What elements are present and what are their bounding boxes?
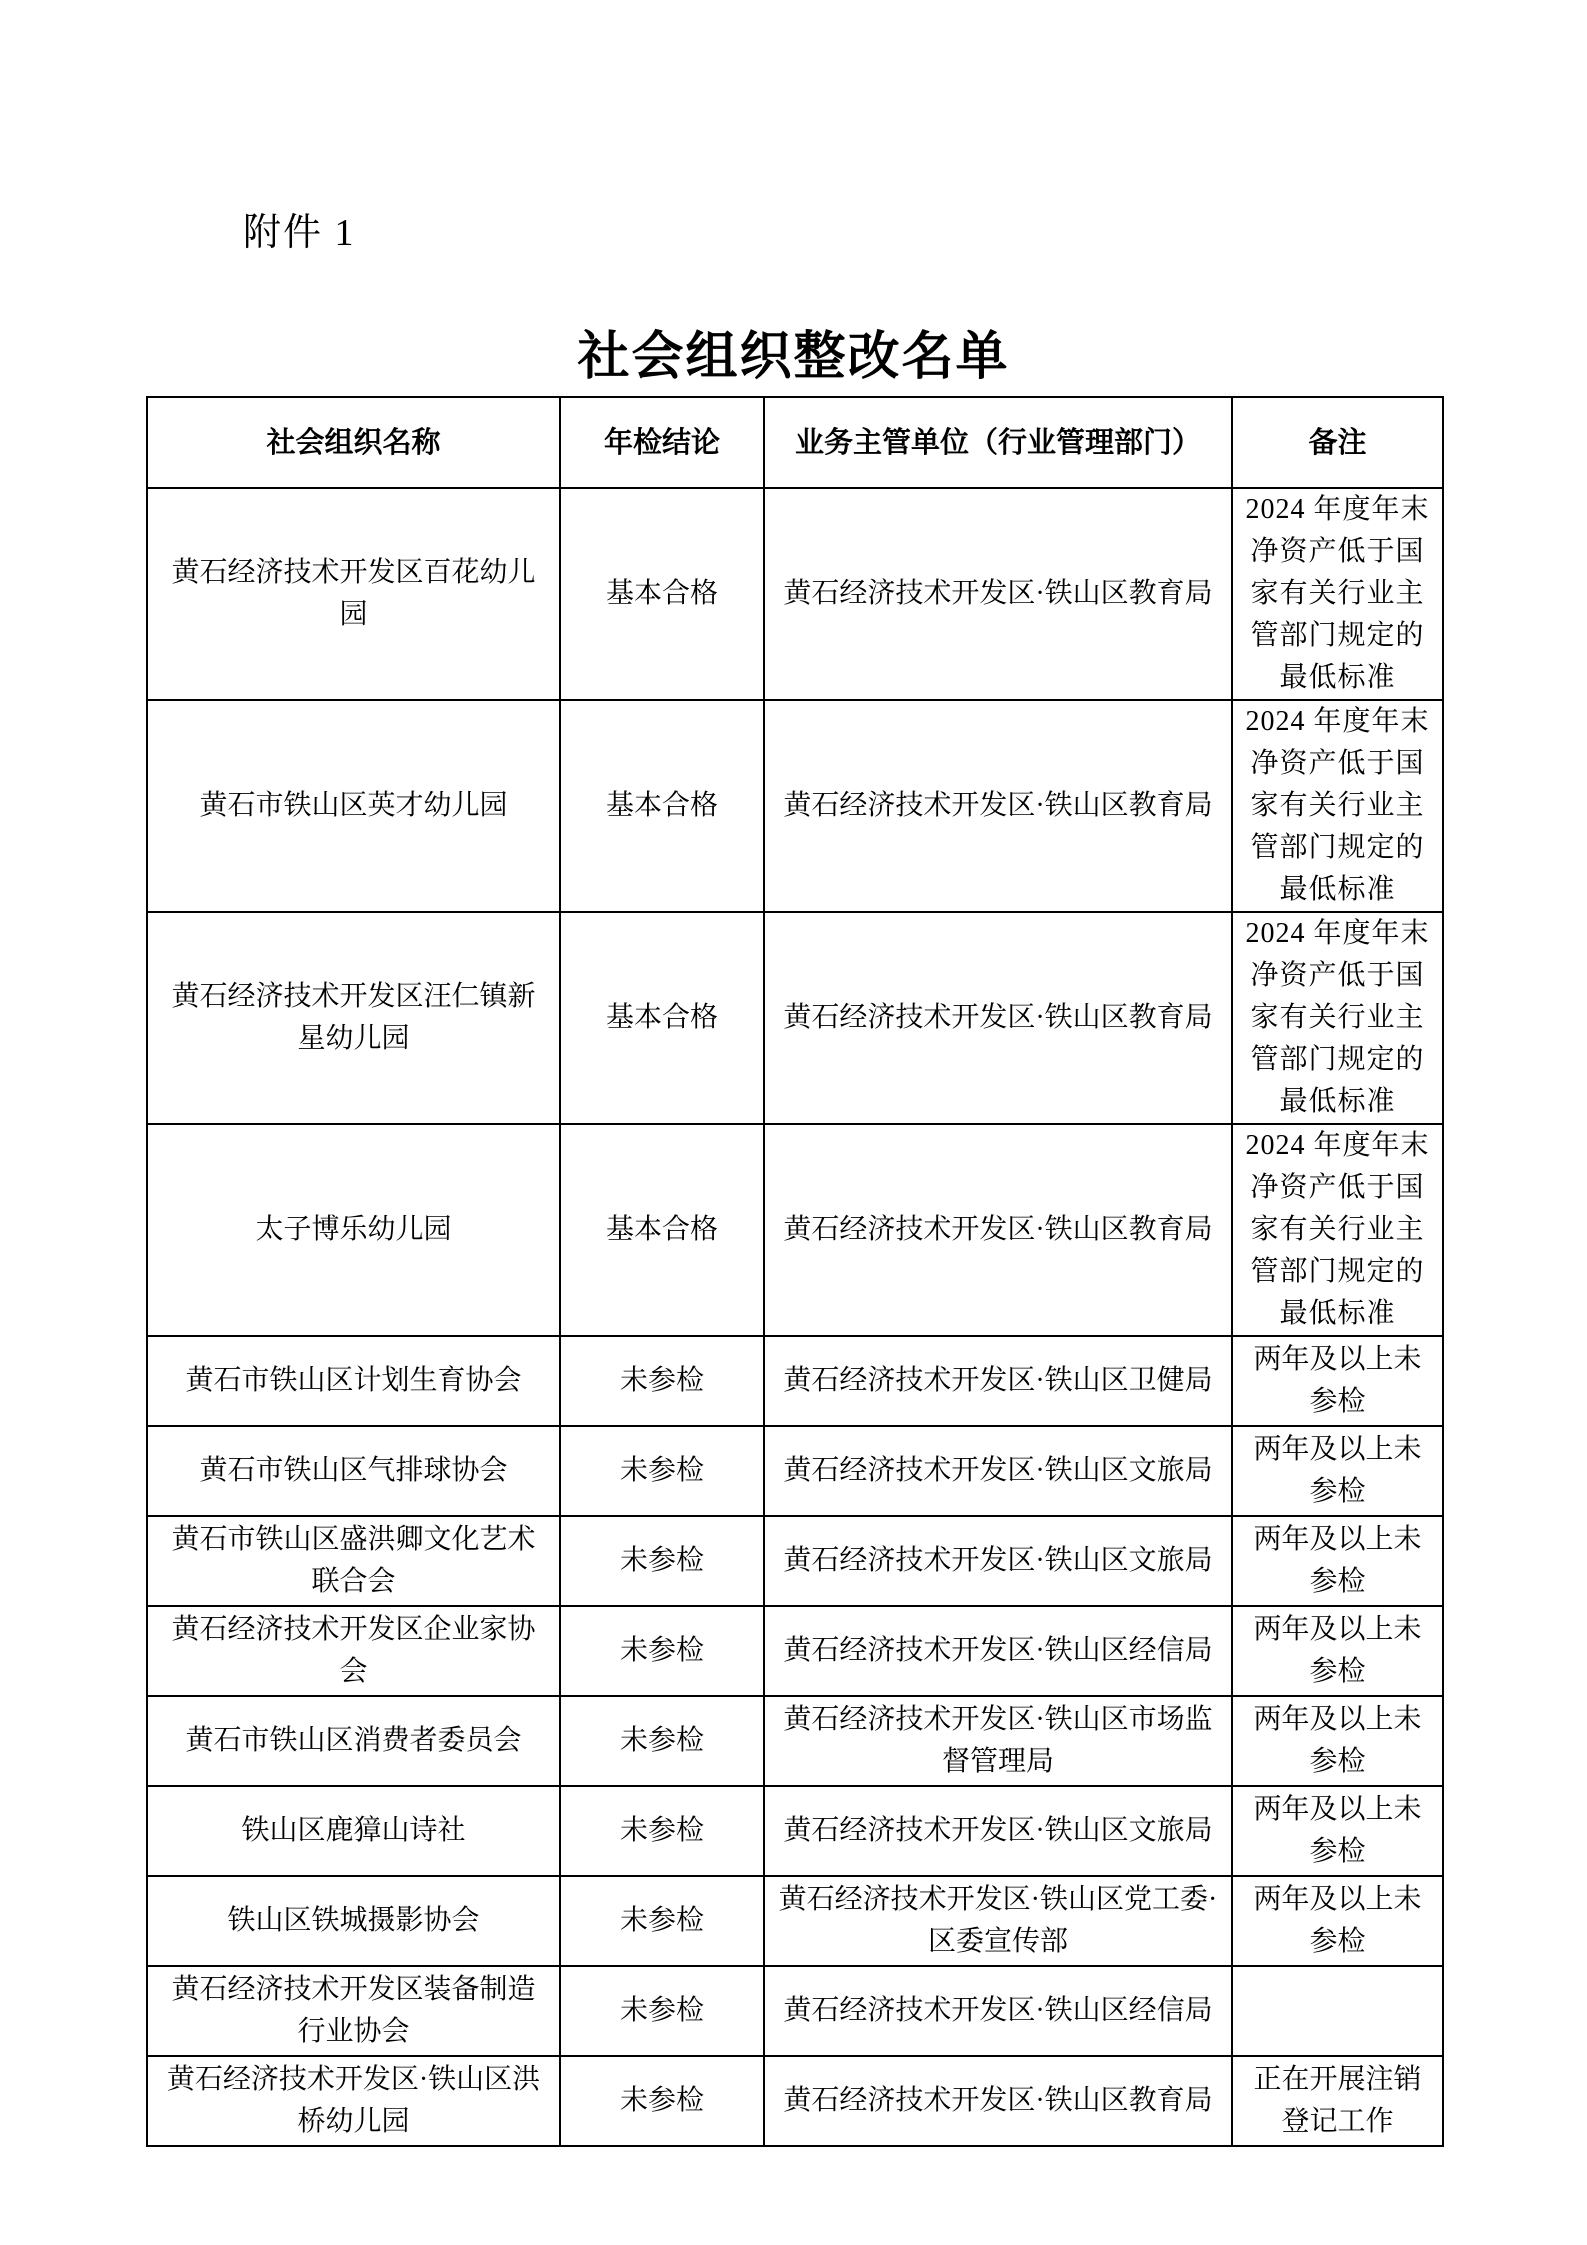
remark: 2024 年度年末净资产低于国家有关行业主管部门规定的最低标准 (1232, 700, 1443, 912)
remark: 两年及以上未参检 (1232, 1876, 1443, 1966)
authority: 黄石经济技术开发区·铁山区教育局 (764, 912, 1232, 1124)
org-name: 黄石经济技术开发区百花幼儿园 (147, 488, 560, 700)
authority: 黄石经济技术开发区·铁山区教育局 (764, 488, 1232, 700)
inspection-result: 未参检 (560, 1786, 764, 1876)
org-name: 黄石市铁山区计划生育协会 (147, 1336, 560, 1426)
inspection-result: 未参检 (560, 1336, 764, 1426)
table-row (147, 2056, 1443, 2146)
table-row (147, 1966, 1443, 2056)
header-org-name: 社会组织名称 (147, 397, 560, 488)
org-name: 黄石经济技术开发区汪仁镇新星幼儿园 (147, 912, 560, 1124)
header-inspection-result: 年检结论 (560, 397, 764, 488)
org-name: 黄石市铁山区盛洪卿文化艺术联合会 (147, 1516, 560, 1606)
org-name: 黄石经济技术开发区装备制造行业协会 (147, 1966, 560, 2056)
table-row (147, 1336, 1443, 1426)
authority: 黄石经济技术开发区·铁山区经信局 (764, 1606, 1232, 1696)
authority: 黄石经济技术开发区·铁山区党工委·区委宣传部 (764, 1876, 1232, 1966)
table-row (147, 1426, 1443, 1516)
table-row (147, 1786, 1443, 1876)
header-remark: 备注 (1232, 397, 1443, 488)
org-name: 黄石市铁山区气排球协会 (147, 1426, 560, 1516)
authority: 黄石经济技术开发区·铁山区市场监督管理局 (764, 1696, 1232, 1786)
authority: 黄石经济技术开发区·铁山区经信局 (764, 1966, 1232, 2056)
remark: 两年及以上未参检 (1232, 1606, 1443, 1696)
org-name: 黄石市铁山区英才幼儿园 (147, 700, 560, 912)
authority: 黄石经济技术开发区·铁山区卫健局 (764, 1336, 1232, 1426)
authority: 黄石经济技术开发区·铁山区文旅局 (764, 1786, 1232, 1876)
inspection-result: 基本合格 (560, 1124, 764, 1336)
remark: 正在开展注销登记工作 (1232, 2056, 1443, 2146)
remark: 两年及以上未参检 (1232, 1696, 1443, 1786)
inspection-result: 未参检 (560, 1966, 764, 2056)
authority: 黄石经济技术开发区·铁山区教育局 (764, 2056, 1232, 2146)
inspection-result: 基本合格 (560, 700, 764, 912)
table-row (147, 1516, 1443, 1606)
inspection-result: 未参检 (560, 1516, 764, 1606)
remark: 2024 年度年末净资产低于国家有关行业主管部门规定的最低标准 (1232, 912, 1443, 1124)
inspection-result: 基本合格 (560, 488, 764, 700)
org-name: 太子博乐幼儿园 (147, 1124, 560, 1336)
org-name: 黄石市铁山区消费者委员会 (147, 1696, 560, 1786)
inspection-result: 未参检 (560, 1876, 764, 1966)
org-name: 黄石经济技术开发区企业家协会 (147, 1606, 560, 1696)
authority: 黄石经济技术开发区·铁山区教育局 (764, 700, 1232, 912)
remark: 两年及以上未参检 (1232, 1426, 1443, 1516)
inspection-result: 未参检 (560, 1696, 764, 1786)
authority: 黄石经济技术开发区·铁山区文旅局 (764, 1426, 1232, 1516)
document-title: 社会组织整改名单 (577, 329, 1010, 386)
remark: 两年及以上未参检 (1232, 1336, 1443, 1426)
org-name: 黄石经济技术开发区·铁山区洪桥幼儿园 (147, 2056, 560, 2146)
table-row (147, 1876, 1443, 1966)
org-name: 铁山区鹿獐山诗社 (147, 1786, 560, 1876)
remark: 2024 年度年末净资产低于国家有关行业主管部门规定的最低标准 (1232, 1124, 1443, 1336)
remark: 两年及以上未参检 (1232, 1516, 1443, 1606)
remark (1232, 1966, 1443, 2056)
inspection-result: 未参检 (560, 1426, 764, 1516)
table-row (147, 488, 1443, 700)
table-row (147, 1124, 1443, 1336)
rectification-table (146, 396, 1444, 2147)
attachment-label: 附件 1 (243, 212, 356, 254)
inspection-result: 未参检 (560, 1606, 764, 1696)
inspection-result: 未参检 (560, 2056, 764, 2146)
table-header-row (147, 397, 1443, 488)
authority: 黄石经济技术开发区·铁山区教育局 (764, 1124, 1232, 1336)
remark: 2024 年度年末净资产低于国家有关行业主管部门规定的最低标准 (1232, 488, 1443, 700)
table-row (147, 912, 1443, 1124)
header-authority: 业务主管单位（行业管理部门） (764, 397, 1232, 488)
org-name: 铁山区铁城摄影协会 (147, 1876, 560, 1966)
table-row (147, 700, 1443, 912)
inspection-result: 基本合格 (560, 912, 764, 1124)
remark: 两年及以上未参检 (1232, 1786, 1443, 1876)
table-row (147, 1696, 1443, 1786)
authority: 黄石经济技术开发区·铁山区文旅局 (764, 1516, 1232, 1606)
table-row (147, 1606, 1443, 1696)
